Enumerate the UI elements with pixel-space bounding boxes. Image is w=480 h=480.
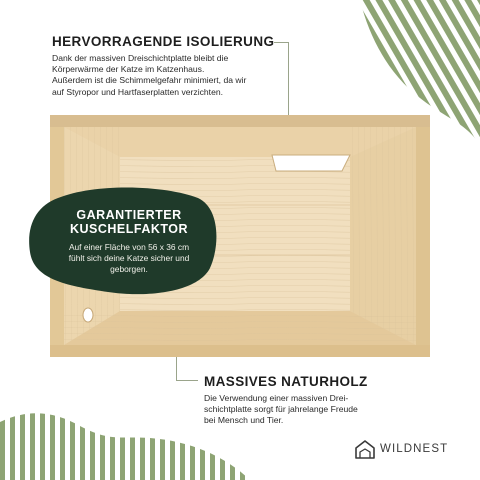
isolation-line: auf Styropor und Hartfaserplatten verzichten. [52, 86, 224, 97]
isolation-section [52, 34, 352, 98]
isolation-line: Dank der massiven Dreischichtplatte bleibt die [52, 53, 229, 63]
wood-description [204, 393, 414, 427]
comfort-description [54, 242, 204, 275]
wood-section [204, 374, 414, 427]
comfort-heading [54, 208, 204, 236]
comfort-heading-line: KUSCHELFAKTOR [69, 222, 189, 236]
comfort-content [54, 208, 204, 275]
callout-line-wood [176, 380, 198, 381]
wood-heading: MASSIVES NATURHOLZ [204, 374, 368, 389]
house-outline-icon [354, 438, 376, 460]
wood-line: bei Mensch und Tier. [204, 415, 284, 426]
comfort-line: fühlt sich deine Katze sicher und [68, 253, 190, 263]
brand-name: WILDNEST [380, 443, 449, 455]
comfort-line: geborgen. [110, 264, 148, 274]
comfort-line: Auf einer Fläche von 56 x 36 cm [68, 242, 190, 252]
comfort-heading-line: GARANTIERTER [76, 208, 182, 222]
isolation-description [52, 53, 352, 98]
brand-logo [354, 438, 448, 460]
wood-line: schichtplatte sorgt für jahrelange Freude [204, 404, 358, 415]
isolation-heading: HERVORRAGENDE ISOLIERUNG [52, 34, 275, 49]
wood-line: Die Verwendung einer massiven Drei- [204, 393, 349, 403]
isolation-line: Außerdem ist die Schimmelgefahr minimiert, da wir [52, 75, 247, 86]
comfort-badge [28, 186, 218, 296]
isolation-line: Körperwärme der Katze im Katzenhaus. [52, 64, 205, 75]
